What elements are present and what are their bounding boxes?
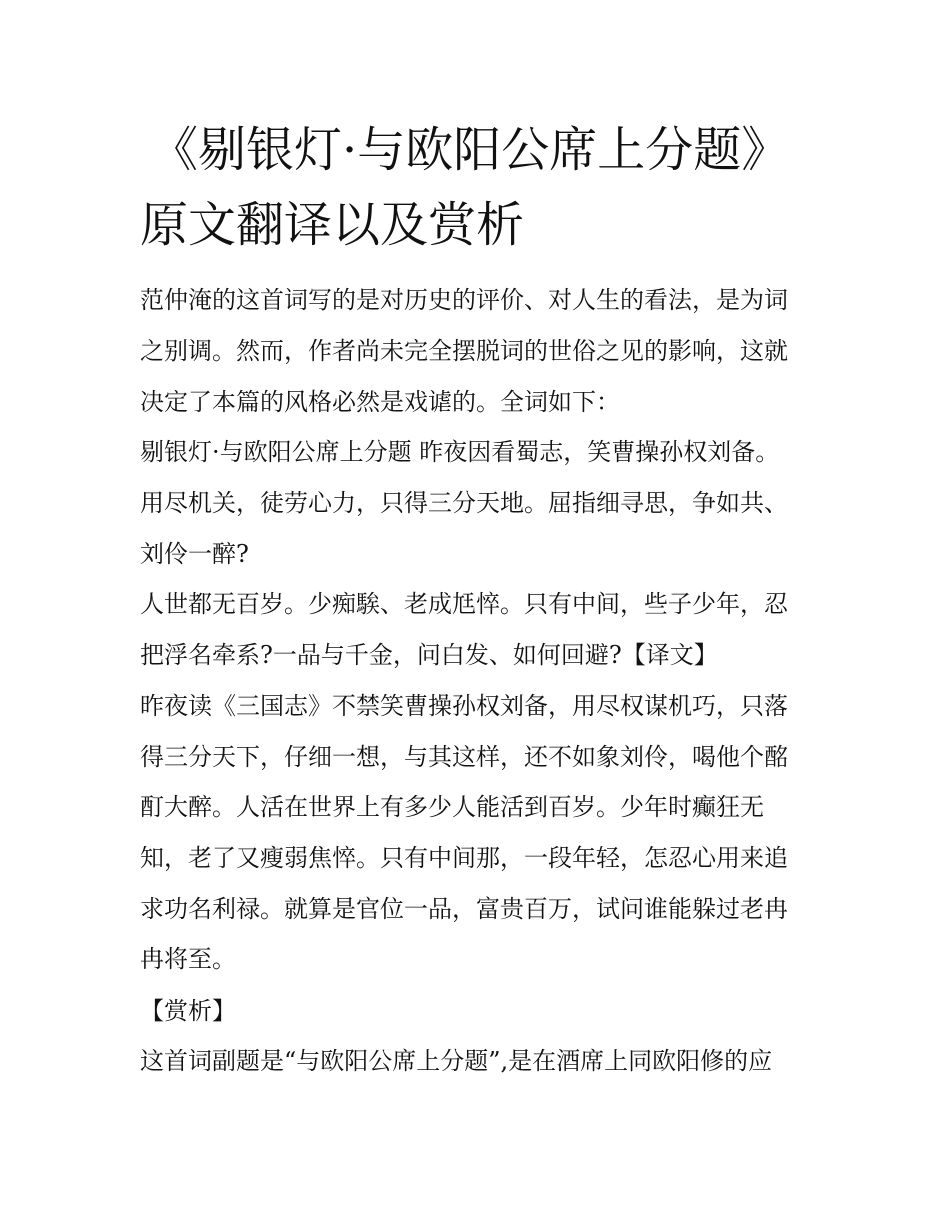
body-line: 把浮名牵系?一品与千金，问白发、如何回避?【译文】 xyxy=(140,641,718,669)
body-line: 酊大醉。人活在世界上有多少人能活到百岁。少年时癫狂无 xyxy=(140,793,764,821)
document-title-line-2: 原文翻译以及赏析 xyxy=(140,197,525,253)
body-line: 冉将至。 xyxy=(140,945,236,973)
body-line: 剔银灯·与欧阳公席上分题 昨夜因看蜀志，笑曹操孙权刘备。 xyxy=(140,438,780,466)
body-line: 得三分天下，仔细一想，与其这样，还不如象刘伶，喝他个酩 xyxy=(140,743,788,771)
body-line: 范仲淹的这首词写的是对历史的评价、对人生的看法，是为词 xyxy=(140,286,788,314)
body-line: 刘伶一醉? xyxy=(140,540,249,568)
document-title-line-1: 《剔银灯·与欧阳公席上分题》 xyxy=(150,122,790,178)
body-line: 用尽机关，徒劳心力，只得三分天地。屈指细寻思，争如共、 xyxy=(140,489,788,517)
section-heading-appreciation: 【赏析】 xyxy=(140,997,236,1025)
body-line: 之别调。然而，作者尚未完全摆脱词的世俗之见的影响，这就 xyxy=(140,337,788,365)
body-line: 昨夜读《三国志》不禁笑曹操孙权刘备，用尽权谋机巧，只落 xyxy=(140,692,788,720)
body-line: 这首词副题是“与欧阳公席上分题”,是在酒席上同欧阳修的应 xyxy=(140,1047,773,1075)
body-line: 决定了本篇的风格必然是戏谑的。全词如下： xyxy=(140,388,620,416)
body-line: 知，老了又瘦弱焦悴。只有中间那，一段年轻，怎忍心用来追 xyxy=(140,844,788,872)
body-line: 求功名利禄。就算是官位一品，富贵百万，试问谁能躲过老冉 xyxy=(140,895,788,923)
body-line: 人世都无百岁。少痴騃、老成尪悴。只有中间，些子少年，忍 xyxy=(140,590,788,618)
